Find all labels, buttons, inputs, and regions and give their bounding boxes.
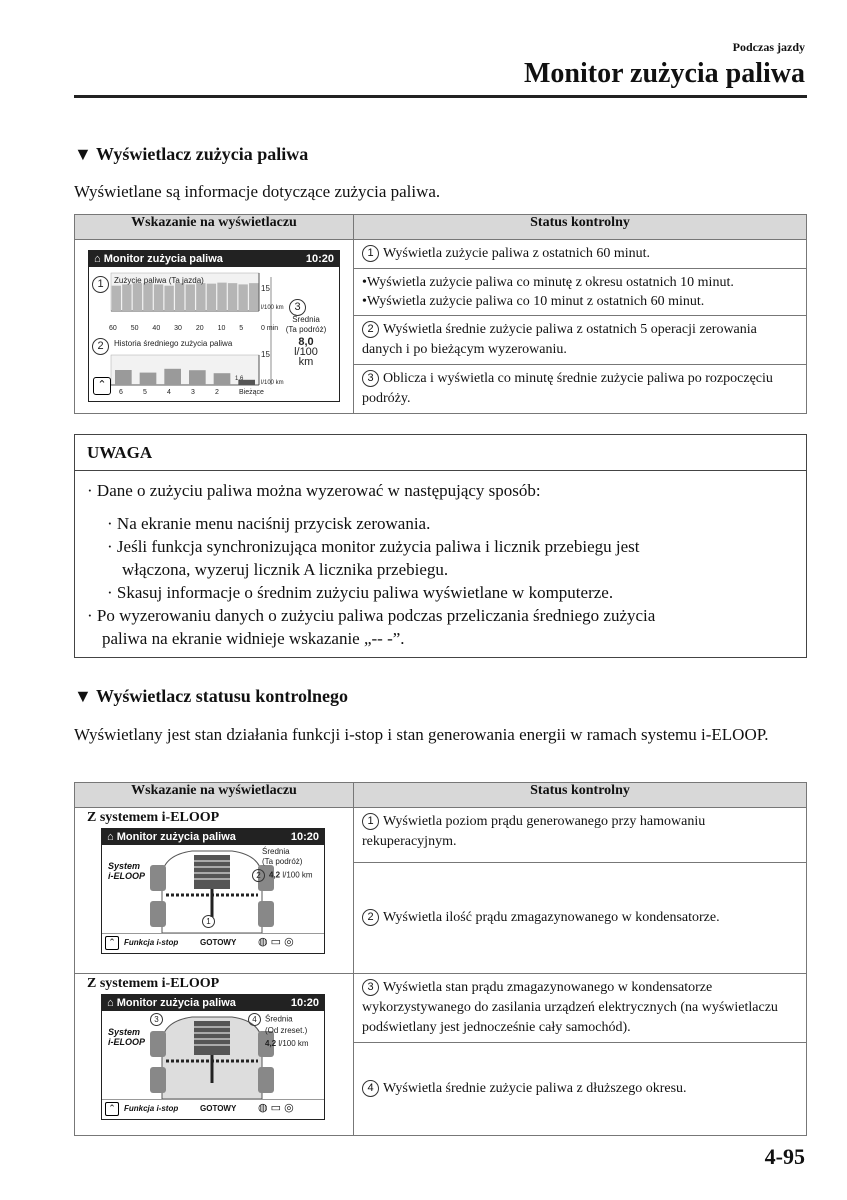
home-icon: ⌂ [94, 253, 101, 265]
group-label-1: Z systemem i-ELOOP [87, 810, 220, 825]
status-icons-2: ◍ ▭ ◎ [258, 1102, 294, 1114]
screen-time: 10:20 [305, 253, 334, 265]
chart1-tick: 60 [109, 325, 117, 332]
home-icon: ⌂ [107, 831, 114, 843]
eloop-display-cell-1 [75, 808, 354, 974]
status-row-e4: 4 Wyświetla średnie zużycie paliwa z dłuższego okresu. [354, 1043, 807, 1136]
col-header-status-2: Status kontrolny [354, 783, 807, 808]
eloop-screen-2 [101, 994, 325, 1120]
status-row-1b [354, 269, 807, 316]
chart1-tick: 30 [174, 325, 182, 332]
col-header-display-2: Wskazanie na wyświetlaczu [75, 783, 354, 808]
chart1-bar [164, 286, 173, 311]
status-row-e3: 3 Wyświetla stan prądu zmagazynowanego w kondensatorze wykorzystywanego do zasilania urządzeń elektrycznych (na wyświetlaczu podświetlany jest jednocześnie cały samochód). [354, 974, 807, 1043]
screen-header-2 [102, 829, 324, 845]
ready-label: GOTOWY [200, 938, 237, 947]
section-intro-fuel: Wyświetlane są informacje dotyczące zużycia paliwa. [74, 182, 441, 201]
chart2-tick: 5 [143, 389, 147, 396]
avg-sublabel: (Ta podróż) [285, 325, 327, 334]
up-arrow-button-icon[interactable]: ⌃ [105, 1102, 119, 1116]
chart1-bar [133, 283, 142, 311]
status-row-3: 3 Oblicza i wyświetla co minutę średnie zużycie paliwa po rozpoczęciu podróży. [354, 365, 807, 414]
avg-unit-1: l/100 [294, 346, 318, 358]
status-bullet-1: •Wyświetla zużycie paliwa co minutę z okresu ostatnich 10 minut. [362, 275, 734, 290]
chart2-tick: 2 [215, 389, 219, 396]
screen-title: Monitor zużycia paliwa [103, 253, 223, 265]
status-row-1: 1 Wyświetla zużycie paliwa z ostatnich 60 minut. [354, 240, 807, 269]
marker-2: 2 [92, 338, 113, 355]
page-title: Monitor zużycia paliwa [523, 58, 805, 89]
section-heading-fuel-display: ▼ Wyświetlacz zużycia paliwa [74, 144, 309, 164]
chart2-tick: 6 [119, 389, 123, 396]
marker-2b: 2 4,2 l/100 km [252, 869, 313, 882]
chart2-bar [140, 373, 157, 385]
chart1-tick: 5 [239, 325, 244, 332]
screen-footer-1 [102, 933, 324, 952]
status-display-table [74, 782, 807, 1136]
eloop-screen-1 [101, 828, 325, 954]
avg-value: 8,0 [298, 336, 314, 348]
note-sub-3: · Skasuj informacje o średnim zużyciu paliwa wyświetlane w komputerze. [107, 583, 614, 602]
note-sub-2a: · Jeśli funkcja synchronizująca monitor zużycia paliwa i licznik przebiegu jest [107, 537, 640, 556]
chart1-bar [196, 283, 205, 311]
chart2-tick: Bieżące [239, 389, 264, 396]
screen-footer-2 [102, 1099, 324, 1118]
avg-unit-2: km [298, 356, 314, 368]
screen-time-3: 10:20 [290, 997, 319, 1009]
note-sub-2b: włączona, wyzeruj licznik A licznika przebiegu. [122, 560, 449, 579]
ready-label-2: GOTOWY [200, 1104, 237, 1113]
up-arrow-button-icon[interactable]: ⌃ [105, 936, 119, 950]
chart1-bar [207, 284, 216, 311]
home-icon: ⌂ [107, 997, 114, 1009]
page-number: 4-95 [764, 1144, 805, 1169]
chart1-unit: l/100 km [261, 305, 284, 311]
chart1-tick: 10 [217, 325, 226, 332]
chart2-bar [189, 370, 206, 385]
chart1-bar [154, 284, 163, 311]
chart1-label: Zużycie paliwa (Ta jazda) [114, 276, 204, 285]
group-label-2: Z systemem i-ELOOP [87, 976, 220, 991]
col-header-display: Wskazanie na wyświetlaczu [75, 215, 354, 240]
note-bullet-2b: paliwa na ekranie widnieje wskazanie „-- -”. [102, 629, 405, 648]
status-bullet-2: •Wyświetla zużycie paliwa co 10 minut z ostatnich 60 minut. [362, 294, 705, 309]
istop-label-2: Funkcja i-stop [124, 1104, 179, 1113]
chart1-bar [249, 283, 258, 311]
section-intro-status: Wyświetlany jest stan działania funkcji i-stop i stan generowania energii w ramach systemu i-ELOOP. [74, 725, 769, 744]
chart2-unit: l/100 km [261, 380, 284, 386]
avg-value-3: 4,2 l/100 km [265, 1039, 309, 1048]
system-label-1: System i-ELOOP [108, 861, 146, 881]
screen-title-3: Monitor zużycia paliwa [116, 997, 236, 1009]
marker-3: 3 [289, 299, 310, 316]
system-label-2: System i-ELOOP [108, 1027, 146, 1047]
chart2-max: 15 [261, 350, 270, 359]
status-icons: ◍ ▭ ◎ [258, 936, 294, 948]
note-bullet-1: · Dane o zużyciu paliwa można wyzerować w następujący sposób: [87, 481, 541, 500]
chart1-bar [143, 283, 152, 311]
current-small: 1,6 [235, 376, 244, 382]
status-row-e1: 1 Wyświetla poziom prądu generowanego przy hamowaniu rekuperacyjnym. [354, 808, 807, 863]
note-sub-1: · Na ekranie menu naciśnij przycisk zerowania. [107, 514, 431, 533]
avg-label-3: 4 Średnia (Od zreset.) [248, 1013, 307, 1036]
trip-average [275, 315, 337, 367]
chart1-bar [238, 284, 247, 311]
display-illustration-cell [75, 240, 354, 414]
chart1-tick: 40 [152, 325, 161, 332]
chart1-bar [112, 286, 121, 311]
chart1-bar [228, 283, 237, 311]
screen-header [89, 251, 339, 267]
note-bullet-2a: · Po wyzerowaniu danych o zużyciu paliwa podczas przeliczania średniego zużycia [87, 606, 656, 625]
marker-3b: 3 [150, 1013, 167, 1026]
screen-title-2: Monitor zużycia paliwa [116, 831, 236, 843]
status-row-2: 2 Wyświetla średnie zużycie paliwa z ostatnich 5 operacji zerowania danych i po bieżącym wyzerowaniu. [354, 316, 807, 365]
chart1-bar [217, 283, 226, 311]
col-header-status: Status kontrolny [354, 215, 807, 240]
chart1-bar [122, 284, 131, 311]
chart1-bar [186, 284, 195, 311]
avg-label: Średnia [292, 315, 320, 324]
chart2-tick: 3 [191, 389, 195, 396]
section-heading-status-display: ▼ Wyświetlacz statusu kontrolnego [74, 686, 348, 706]
marker-1b: 1 [202, 915, 219, 928]
chart2-bar [164, 369, 181, 385]
chart2-tick: 4 [167, 389, 171, 396]
chart2-axis [119, 389, 274, 398]
up-arrow-button-icon[interactable]: ⌃ [93, 377, 111, 395]
istop-label: Funkcja i-stop [124, 938, 179, 947]
screen-header-3 [102, 995, 324, 1011]
chart1-max: 15 [261, 284, 270, 293]
avg-label-2: Średnia (Ta podróż) [262, 847, 303, 866]
note-box [74, 434, 807, 658]
section-label: Podczas jazdy [732, 40, 805, 54]
chart2-bar [115, 370, 132, 385]
chart1-tick: 0 min [261, 325, 279, 332]
chart2-bar [214, 373, 231, 385]
chart2-label: Historia średniego zużycia paliwa [114, 339, 233, 348]
title-rule [74, 95, 807, 98]
screen-time-2: 10:20 [290, 831, 319, 843]
chart1-tick: 50 [130, 325, 139, 332]
chart1-axis [109, 325, 279, 334]
fuel-monitor-screen [88, 250, 340, 402]
marker-1: 1 [92, 276, 113, 293]
eloop-display-cell-2 [75, 974, 354, 1136]
chart1-bar [175, 283, 184, 311]
note-title: UWAGA [75, 435, 806, 471]
chart1-tick: 20 [195, 325, 204, 332]
fuel-display-table [74, 214, 807, 414]
status-row-e2: 2 Wyświetla ilość prądu zmagazynowanego w kondensatorze. [354, 863, 807, 974]
